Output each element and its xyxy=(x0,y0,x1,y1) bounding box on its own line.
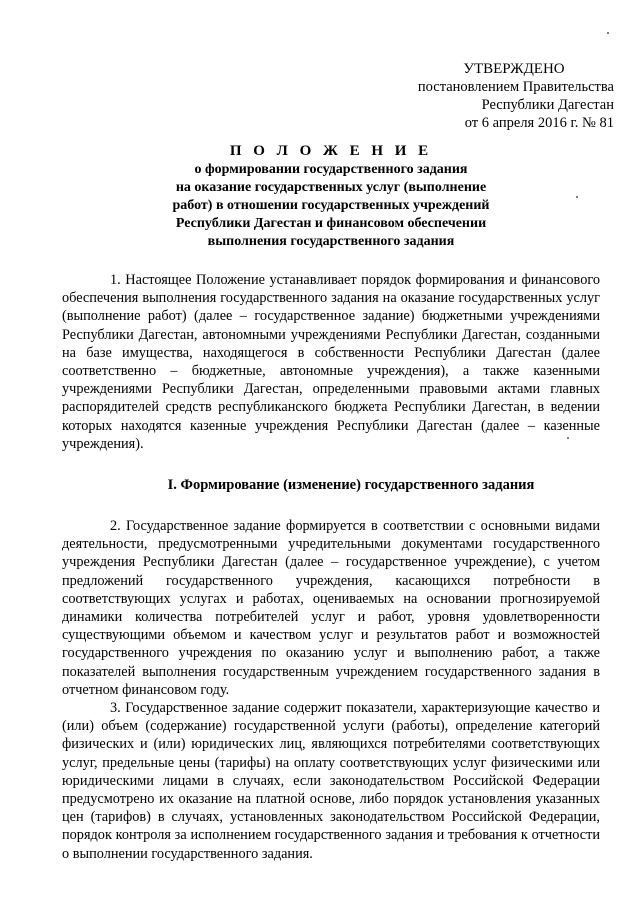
paragraph-3: 3. Государственное задание содержит показатели, характеризующие качество и (или) объем (содержание) государственной услуги (работы), определение категорий физических и (или) юридических лиц, являющихся потребителями соответствующих услуг, предельные цены (тарифы) на оплату соответствующих услуг физическими или юридическими лицами в случаях, если законодательством Российской Федерации предусмотрено их оказание на платной основе, либо порядок установления указанных цен (тарифов) в случаях, установленных законодательством Российской Федерации, порядок контроля за исполнением государственного задания и требования к отчетности о выполнении государственного задания. xyxy=(62,700,600,862)
subtitle-line: о формировании государственного задания xyxy=(194,162,468,177)
approval-date: от 6 апреля 2016 г. № 81 xyxy=(464,115,614,131)
paragraph-1: 1. Настоящее Положение устанавливает порядок формирования и финансового обеспечения выполнения государственного задания на оказание государственных услуг (выполнение работ) (далее – государственное задание) бюджетными учреждениями Республики Дагестан, автономными учреждениями Республики Дагестан, созданными на базе имущества, находящегося в собственности Республики Дагестан (далее соответственно – бюджетные, автономные учреждения), а также казенными учреждениями Республики Дагестан, определенными правовыми актами главных распорядителей средств республиканского бюджета Республики Дагестан, в ведении которых находятся казенные учреждения Республики Дагестан (далее – казенные учреждения). xyxy=(62,272,600,452)
subtitle-line: выполнения государственного задания xyxy=(207,234,455,249)
document-subtitle xyxy=(62,161,600,251)
approval-line: постановлением Правительства xyxy=(417,79,614,95)
scan-speck xyxy=(576,196,578,198)
scan-speck xyxy=(567,437,569,439)
approval-title: УТВЕРЖДЕНО xyxy=(463,61,565,77)
approval-line: Республики Дагестан xyxy=(481,97,614,113)
document-title: П О Л О Ж Е Н И Е xyxy=(229,143,433,159)
scan-speck xyxy=(607,32,609,34)
subtitle-line: на оказание государственных услуг (выполнение xyxy=(175,180,487,195)
subtitle-line: работ) в отношении государственных учреждений xyxy=(172,198,490,213)
subtitle-line: Республики Дагестан и финансовом обеспечении xyxy=(175,216,487,231)
section-heading-1: I. Формирование (изменение) государственного задания xyxy=(167,477,535,494)
approval-block xyxy=(384,60,614,132)
paragraph-2: 2. Государственное задание формируется в соответствии с основными видами деятельности, предусмотренными учредительными документами государственного учреждения Республики Дагестан (далее – государственное учреждение), с учетом предложений государственного учреждения, касающихся потребности в соответствующих услугах и работах, оцениваемых на основании прогнозируемой динамики количества потребителей услуг и работ, уровня удовлетворенности существующими объемом и качеством услуг и результатов работ и возможностей государственного учреждения по оказанию услуг и выполнению работ, а также показателей выполнения государственным учреждением государственного задания в отчетном финансовом году. xyxy=(62,518,600,698)
